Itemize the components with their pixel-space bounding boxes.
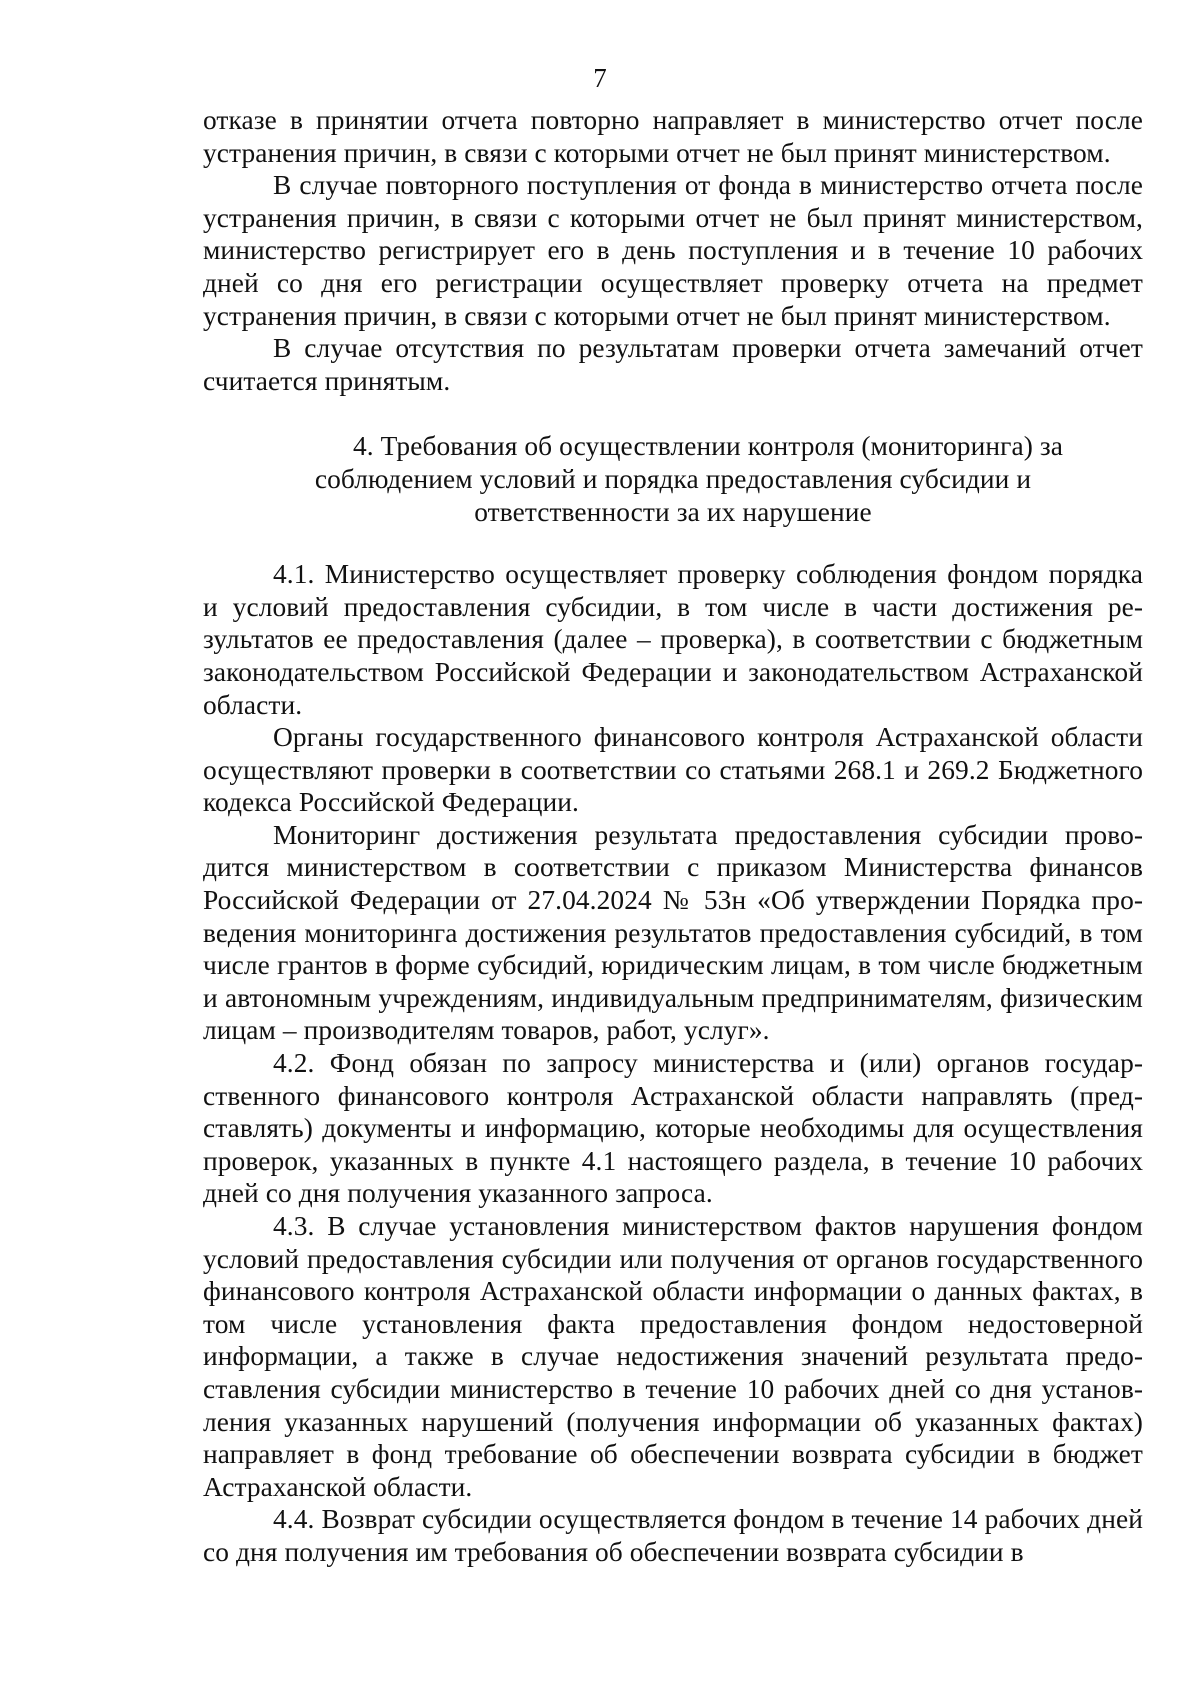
paragraph: Мониторинг достижения результата предоставления субсидии проводится министерством в соответствии с приказом Министерства финансов Российской Федерации от 27.04.2024 № 53н «Об утверждении Порядка проведения мониторинга достижения результатов предоставления субсидий, в том числе грантов в форме субсидий, юридическим лицам, в том числе бюджетным и автономным учреждениям, индивидуальным предпринимателям, физическим лицам – производителям товаров, работ, услуг». bbox=[203, 819, 1143, 1046]
paragraph-4-4: 4.4. Возврат субсидии осуществляется фондом в течение 14 рабочих дней со дня получения им требования об обеспечении возврата субсидии в bbox=[203, 1504, 1143, 1567]
document-body bbox=[203, 104, 1143, 1569]
paragraph-4-1: 4.1. Министерство осуществляет проверку соблюдения фондом порядка и условий предоставления субсидии, в том числе в части достижения результатов ее предоставления (далее – проверка), в соответствии с бюджетным законодательством Российской Федерации и законодательством Астраханской области. bbox=[203, 559, 1143, 720]
page-number: 7 bbox=[593, 63, 607, 93]
paragraph-4-2: 4.2. Фонд обязан по запросу министерства и (или) органов государственного финансового контроля Астраханской области направлять (представлять) документы и информацию, которые необходимы для осуществления проверок, указанных в пункте 4.1 настоящего раздела, в течение 10 рабочих дней со дня получения указанного запроса. bbox=[203, 1048, 1143, 1209]
paragraph: В случае повторного поступления от фонда в министерство отчета после устранения причин, в связи с которыми отчет не был принят министерством, министерство регистрирует его в день поступления и в течение 10 рабочих дней со дня его регистрации осуществляет проверку отчета на предмет устранения причин, в связи с которыми отчет не был принят министерством. bbox=[203, 170, 1143, 331]
paragraph: Органы государственного финансового контроля Астраханской области осуществляют проверки в соответствии со статьями 268.1 и 269.2 Бюджетного кодекса Российской Федерации. bbox=[203, 722, 1143, 818]
paragraph-4-3: 4.3. В случае установления министерством фактов нарушения фондом условий предоставления субсидии или получения от органов государственного финансового контроля Астраханской области информации о данных фактах, в том числе установления факта предоставления фондом недостоверной информации, а также в случае недостижения значений результата предоставления субсидии министерство в течение 10 рабочих дней со дня установления указанных нарушений (получения информации об указанных фактах) направляет в фонд требование об обеспечении возврата субсидии в бюджет Астраханской области. bbox=[203, 1211, 1143, 1502]
spacer bbox=[203, 528, 1143, 558]
paragraph-continuation: отказе в принятии отчета повторно направляет в министерство отчет после устранения причин, в связи с которыми отчет не был принят министерством. bbox=[203, 105, 1143, 168]
paragraph: В случае отсутствия по результатам проверки отчета замечаний отчет считается принятым. bbox=[203, 333, 1143, 396]
spacer bbox=[203, 397, 1143, 430]
section-heading: 4. Требования об осуществлении контроля (мониторинга) за соблюдением условий и порядка предоставления субсидии и ответственности за их нарушение bbox=[314, 431, 1064, 527]
